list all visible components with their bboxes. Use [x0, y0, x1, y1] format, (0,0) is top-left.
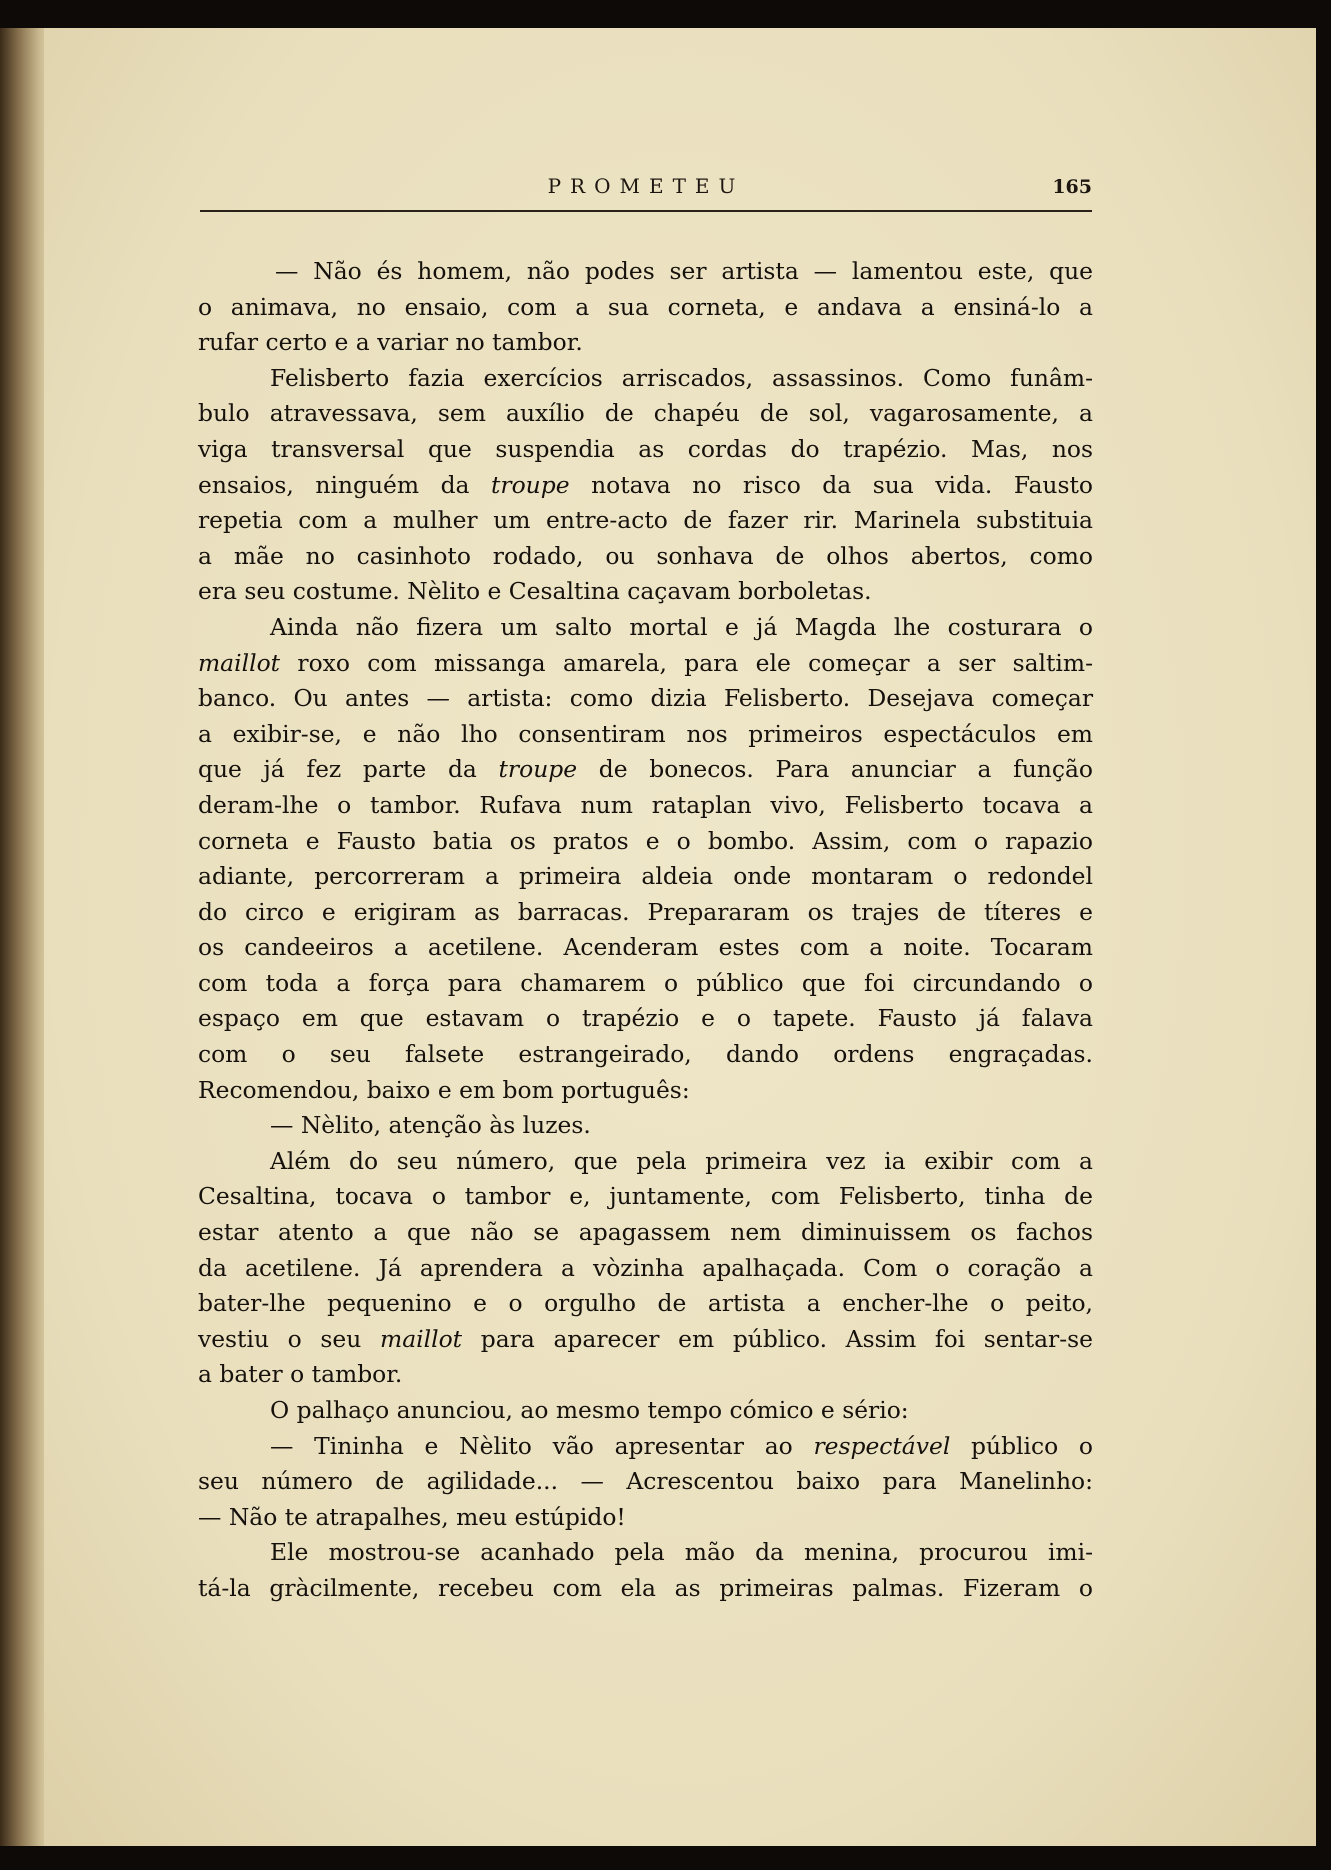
text-line: Felisberto fazia exercícios arriscados, assassinos. Como funâm- — [270, 363, 1093, 392]
text-line: bater-lhe pequenino e o orgulho de artista a encher-lhe o peito, — [198, 1289, 1093, 1318]
text-line: a mãe no casinhoto rodado, ou sonhava de olhos abertos, como — [198, 541, 1093, 570]
text-line: deram-lhe o tambor. Rufava num rataplan vivo, Felisberto tocava a — [198, 790, 1093, 819]
text-line: vestiu o seu maillot para aparecer em público. Assim foi sentar-se — [198, 1324, 1093, 1353]
text-line: era seu costume. Nèlito e Cesaltina caçavam borboletas. — [198, 577, 872, 606]
running-head: PROMETEU — [547, 174, 745, 198]
page-number: 165 — [1052, 176, 1092, 198]
text-line: repetia com a mulher um entre-acto de fazer rir. Marinela substituia — [198, 506, 1093, 535]
text-line: — Não és homem, não podes ser artista — lamentou este, que — [275, 257, 1093, 285]
text-line: adiante, percorreram a primeira aldeia onde montaram o redondel — [198, 862, 1093, 891]
text-line: corneta e Fausto batia os pratos e o bombo. Assim, com o rapazio — [198, 826, 1093, 855]
text-line: banco. Ou antes — artista: como dizia Felisberto. Desejava começar — [198, 684, 1093, 713]
text-line: maillot roxo com missanga amarela, para ele começar a ser saltim- — [198, 648, 1093, 677]
text-line: seu número de agilidade... — Acrescentou baixo para Manelinho: — [198, 1467, 1093, 1496]
text-line: ensaios, ninguém da troupe notava no risco da sua vida. Fausto — [198, 470, 1093, 499]
text-line: da acetilene. Já aprendera a vòzinha apalhaçada. Com o coração a — [198, 1253, 1093, 1282]
text-line: — Tininha e Nèlito vão apresentar ao respectável público o — [270, 1431, 1093, 1460]
text-line: com toda a força para chamarem o público que foi circundando o — [198, 968, 1093, 997]
text-line: espaço em que estavam o trapézio e o tapete. Fausto já falava — [198, 1004, 1093, 1033]
text-line: do circo e erigiram as barracas. Prepararam os trajes de títeres e — [198, 897, 1093, 926]
text-line: com o seu falsete estrangeirado, dando ordens engraçadas. — [198, 1040, 1093, 1069]
body-text — [198, 254, 1093, 1607]
text-line: rufar certo e a variar no tambor. — [198, 328, 583, 357]
text-line: O palhaço anunciou, ao mesmo tempo cómico e sério: — [270, 1396, 909, 1424]
text-line: Além do seu número, que pela primeira vez ia exibir com a — [270, 1146, 1093, 1175]
text-line: Recomendou, baixo e em bom português: — [198, 1075, 690, 1104]
text-line: que já fez parte da troupe de bonecos. Para anunciar a função — [198, 755, 1093, 784]
text-line: a bater o tambor. — [198, 1360, 403, 1389]
text-line: a exibir-se, e não lho consentiram nos primeiros espectáculos em — [198, 719, 1093, 748]
page-header — [200, 170, 1092, 212]
text-line: os candeeiros a acetilene. Acenderam estes com a noite. Tocaram — [198, 933, 1093, 962]
text-line: Ainda não fizera um salto mortal e já Magda lhe costurara o — [270, 612, 1093, 641]
text-line: Ele mostrou-se acanhado pela mão da menina, procurou imi- — [270, 1538, 1093, 1567]
text-line: Cesaltina, tocava o tambor e, juntamente, com Felisberto, tinha de — [198, 1182, 1093, 1211]
text-line: estar atento a que não se apagassem nem diminuissem os fachos — [198, 1218, 1093, 1247]
text-line: — Nèlito, atenção às luzes. — [270, 1111, 591, 1140]
text-line: o animava, no ensaio, com a sua corneta, e andava a ensiná-lo a — [198, 292, 1093, 321]
text-line: bulo atravessava, sem auxílio de chapéu de sol, vagarosamente, a — [198, 399, 1093, 428]
text-line: viga transversal que suspendia as cordas do trapézio. Mas, nos — [198, 434, 1093, 463]
text-line: tá-la gràcilmente, recebeu com ela as primeiras palmas. Fizeram o — [198, 1573, 1093, 1602]
text-line: — Não te atrapalhes, meu estúpido! — [198, 1502, 626, 1531]
